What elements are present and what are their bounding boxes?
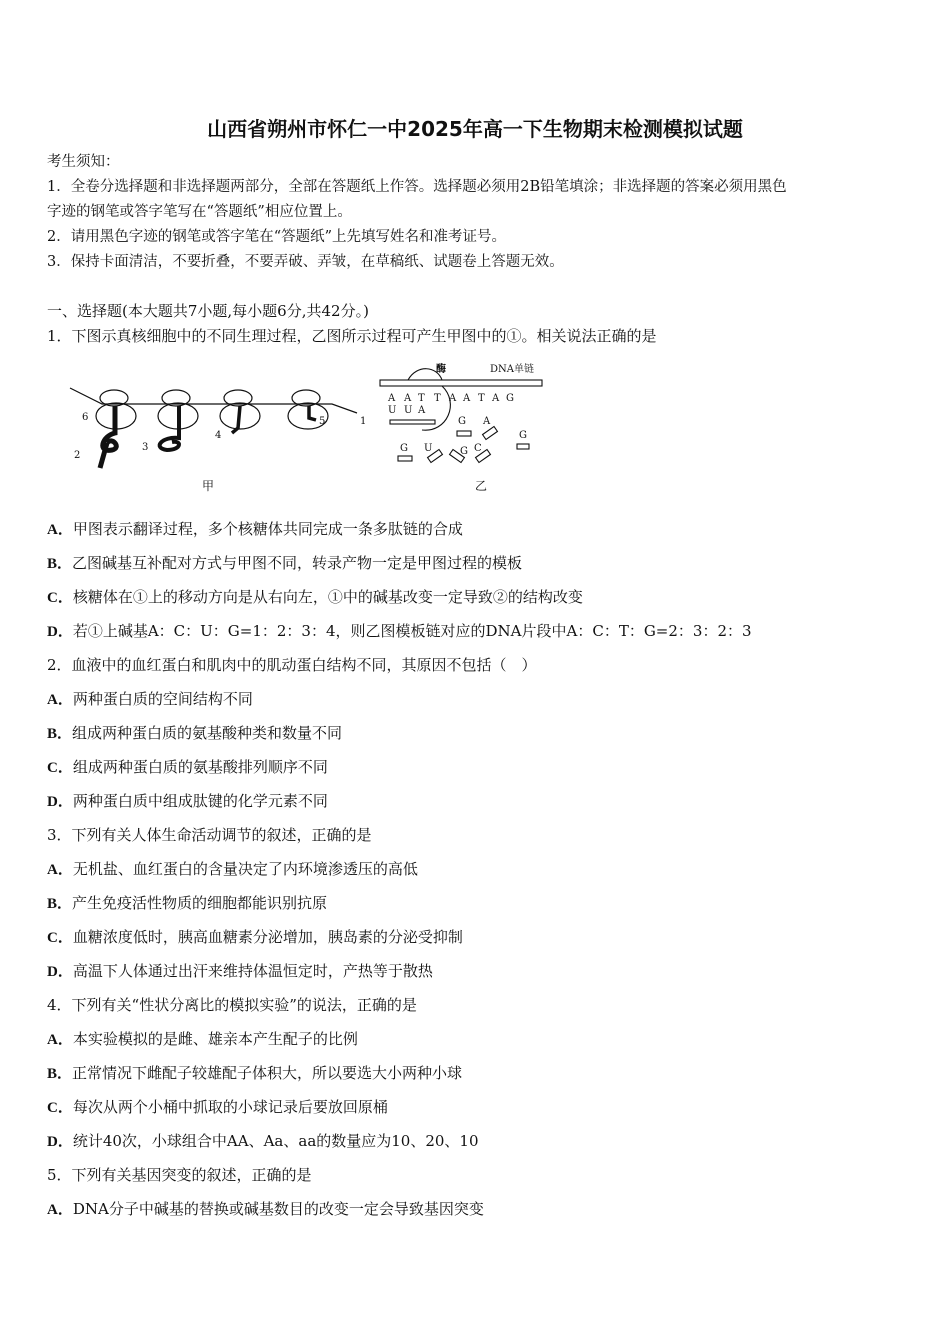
option-b <box>47 1056 917 1090</box>
notice-line: 字迹的钢笔或答字笔写在“答题纸”相应位置上。 <box>47 204 352 220</box>
figure-jia <box>70 388 357 468</box>
figure-number-label: 4 <box>215 430 222 441</box>
option-key: B． <box>47 556 73 572</box>
questions <box>47 512 917 1226</box>
option-key: D． <box>47 794 73 810</box>
figure-yi-labels <box>387 362 534 493</box>
figure-label-jia: 甲 <box>202 479 215 493</box>
option-key: A． <box>47 862 73 878</box>
notice-line: 3．保持卡面清洁，不要折叠，不要弄破、弄皱，在草稿纸、试题卷上答题无效。 <box>47 254 564 270</box>
figure-translation-transcription <box>62 358 562 498</box>
option-c <box>47 1090 917 1124</box>
figure-number-label: 2 <box>74 450 81 461</box>
option-b <box>47 716 917 750</box>
option-key: C． <box>47 590 73 606</box>
option-a <box>47 512 917 546</box>
free-nucleotide-base: U <box>424 443 433 454</box>
figure-jia-labels <box>74 412 366 493</box>
exam-notice <box>47 150 907 275</box>
free-nucleotide-base: A <box>483 416 491 427</box>
option-d <box>47 1124 917 1158</box>
option-key: A． <box>47 1032 73 1048</box>
option-a <box>47 682 917 716</box>
rna-base: U <box>404 405 413 416</box>
peptide-chain <box>309 406 316 420</box>
option-a <box>47 1192 917 1226</box>
figure-number-label: 3 <box>142 442 149 453</box>
option-key: D． <box>47 964 73 980</box>
option-key: A． <box>47 1202 73 1218</box>
template-base: G <box>506 393 514 404</box>
rna-strand <box>390 420 435 424</box>
option-key: A． <box>47 522 73 538</box>
free-nucleotide-base: G <box>519 430 527 441</box>
template-base: T <box>418 393 425 404</box>
page-title: 山西省朔州市怀仁一中2025年高一下生物期末检测模拟试题 <box>207 117 743 141</box>
option-text: 若①上碱基A：C：U：G=1：2：3：4，则乙图模板链对应的DNA片段中A：C：T：G=2：3：2：3 <box>72 622 752 640</box>
option-a <box>47 852 917 886</box>
option-key: C． <box>47 930 73 946</box>
notice-line: 2．请用黑色字迹的钢笔或答字笔在“答题纸”上先填写姓名和准考证号。 <box>47 229 507 245</box>
free-nucleotide <box>517 444 529 449</box>
free-nucleotide-base: C <box>474 443 482 454</box>
option-text: DNA分子中碱基的替换或碱基数目的改变一定会导致基因突变 <box>72 1200 484 1218</box>
template-base: T <box>434 393 441 404</box>
question-stem: 2．血液中的血红蛋白和肌肉中的肌动蛋白结构不同，其原因不包括（ ） <box>47 656 537 674</box>
option-key: B． <box>47 896 73 912</box>
option-text: 本实验模拟的是雌、雄亲本产生配子的比例 <box>72 1030 358 1048</box>
option-text: 组成两种蛋白质的氨基酸种类和数量不同 <box>72 724 343 742</box>
free-nucleotide <box>483 427 498 440</box>
option-key: D． <box>47 1134 73 1150</box>
option-text: 核糖体在①上的移动方向是从右向左，①中的碱基改变一定导致②的结构改变 <box>72 588 583 606</box>
dna-label: DNA单链 <box>490 364 534 375</box>
question-stem: 4．下列有关“性状分离比的模拟实验”的说法，正确的是 <box>47 996 417 1014</box>
option-key: C． <box>47 760 73 776</box>
option-text: 正常情况下雌配子较雄配子体积大，所以要选大小两种小球 <box>72 1064 463 1082</box>
figure-number-label: 6 <box>82 412 89 423</box>
option-a <box>47 1022 917 1056</box>
option-text: 两种蛋白质中组成肽键的化学元素不同 <box>72 792 328 810</box>
option-text: 甲图表示翻译过程，多个核糖体共同完成一条多肽链的合成 <box>72 520 463 538</box>
option-key: B． <box>47 1066 73 1082</box>
option-text: 两种蛋白质的空间结构不同 <box>72 690 253 708</box>
option-text: 统计40次，小球组合中AA、Aa、aa的数量应为10、20、10 <box>72 1132 479 1150</box>
option-key: B． <box>47 726 73 742</box>
option-text: 产生免疫活性物质的细胞都能识别抗原 <box>72 894 328 912</box>
template-base: A <box>463 393 471 404</box>
option-b <box>47 546 917 580</box>
free-nucleotide-base: G <box>458 416 466 427</box>
free-nucleotide <box>457 431 471 436</box>
notice-line: 1．全卷分选择题和非选择题两部分，全部在答题纸上作答。选择题必须用2B铅笔填涂；非选择题的答案必须用黑色 <box>47 179 787 195</box>
option-d <box>47 954 917 988</box>
figure-number-label: 1 <box>360 416 367 427</box>
template-base: A <box>492 393 500 404</box>
option-key: C． <box>47 1100 73 1116</box>
option-text: 血糖浓度低时，胰高血糖素分泌增加，胰岛素的分泌受抑制 <box>72 928 463 946</box>
template-base: A <box>404 393 412 404</box>
option-d <box>47 784 917 818</box>
option-c <box>47 580 917 614</box>
figure-number-label: 5 <box>319 416 326 427</box>
dna-single-strand <box>380 380 542 386</box>
free-nucleotide <box>398 456 412 461</box>
notice-heading: 考生须知： <box>47 154 120 170</box>
option-text: 乙图碱基互补配对方式与甲图不同，转录产物一定是甲图过程的模板 <box>72 554 523 572</box>
rna-base: U <box>388 405 397 416</box>
enzyme-label: 酶 <box>436 364 446 375</box>
option-c <box>47 750 917 784</box>
section-heading: 一、选择题(本大题共7小题,每小题6分,共42分。) <box>47 302 369 320</box>
option-key: A． <box>47 692 73 708</box>
option-text: 组成两种蛋白质的氨基酸排列顺序不同 <box>72 758 328 776</box>
template-base: A <box>388 393 396 404</box>
template-base: A <box>449 393 457 404</box>
figure-label-yi: 乙 <box>475 479 488 493</box>
question-stem: 1．下图示真核细胞中的不同生理过程，乙图所示过程可产生甲图中的①。相关说法正确的是 <box>47 327 657 345</box>
option-text: 每次从两个小桶中抓取的小球记录后要放回原桶 <box>72 1098 388 1116</box>
option-key: D． <box>47 624 73 640</box>
question-stem: 3．下列有关人体生命活动调节的叙述，正确的是 <box>47 826 372 844</box>
option-text: 无机盐、血红蛋白的含量决定了内环境渗透压的高低 <box>72 860 418 878</box>
peptide-chain <box>100 406 116 468</box>
rna-base: A <box>418 405 426 416</box>
peptide-chain <box>232 406 240 433</box>
question-stem: 5．下列有关基因突变的叙述，正确的是 <box>47 1166 312 1184</box>
free-nucleotide-base: G <box>400 443 408 454</box>
option-d <box>47 614 917 648</box>
free-nucleotide-base: G <box>460 446 468 457</box>
template-base: T <box>478 393 485 404</box>
option-c <box>47 920 917 954</box>
option-text: 高温下人体通过出汗来维持体温恒定时，产热等于散热 <box>72 962 433 980</box>
option-b <box>47 886 917 920</box>
